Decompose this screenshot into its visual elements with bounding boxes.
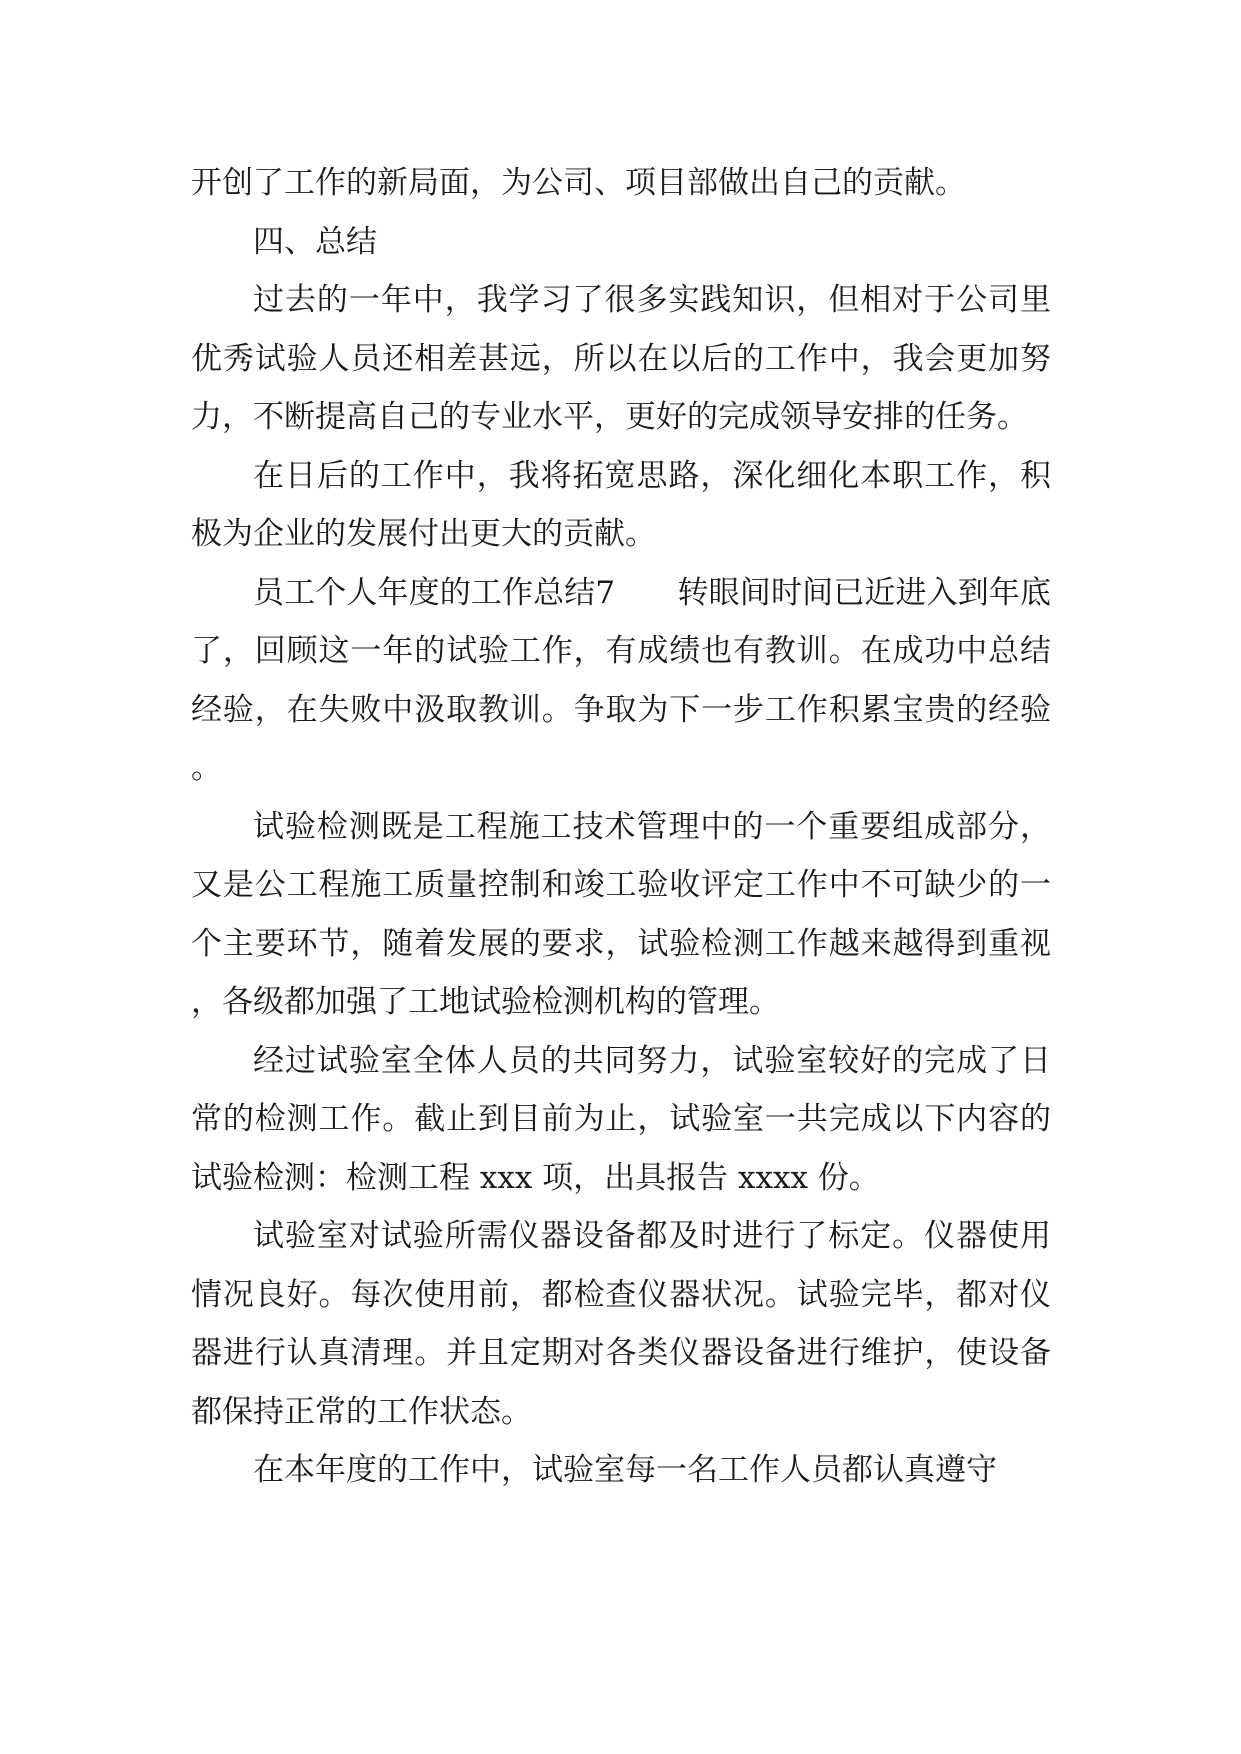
paragraph-4: 在日后的工作中，我将拓宽思路，深化细化本职工作，积极为企业的发展付出更大的贡献。 [191, 457, 1051, 552]
paragraph-6: 试验检测既是工程施工技术管理中的一个重要组成部分， 又是公工程施工质量控制和竣工验收评定工作中不可缺少的一个主要环节，随着发展的要求，试验检测工作越来越得到重视，各级都加强了工地试验检测机构的管理。 [191, 808, 1051, 1020]
paragraph-9: 在本年度的工作中，试验室每一名工作人员都认真遵守 [253, 1452, 997, 1488]
paragraph-3: 过去的一年中，我学习了很多实践知识，但相对于公司里优秀试验人员还相差甚远，所以在以后的工作中，我会更加努力，不断提高自己的专业水平，更好的完成领导安排的任务。 [191, 282, 1051, 435]
document-body [191, 154, 1051, 1500]
paragraph-1: 开创了工作的新局面，为公司、项目部做出自己的贡献。 [191, 165, 966, 201]
paragraph-7: 经过试验室全体人员的共同努力，试验室较好的完成了日常的检测工作。截止到目前为止，试验室一共完成以下内容的试验检测：检测工程 xxx 项，出具报告 xxxx 份。 [191, 1042, 1051, 1196]
paragraph-8: 试验室对试验所需仪器设备都及时进行了标定。仪器使用情况良好。每次使用前，都检查仪器状况。试验完毕，都对仪器进行认真清理。并且定期对各类仪器设备进行维护，使设备都保持正常的工作状态。 [191, 1218, 1051, 1430]
section-heading-summary: 四、总结 [253, 223, 377, 260]
paragraph-5: 员工个人年度的工作总结7 转眼间时间已近进入到年底了，回顾这一年的试验工作，有成绩也有教训。在成功中总结经验，在失败中汲取教训。争取为下一步工作积累宝贵的经验。 [191, 574, 1051, 786]
